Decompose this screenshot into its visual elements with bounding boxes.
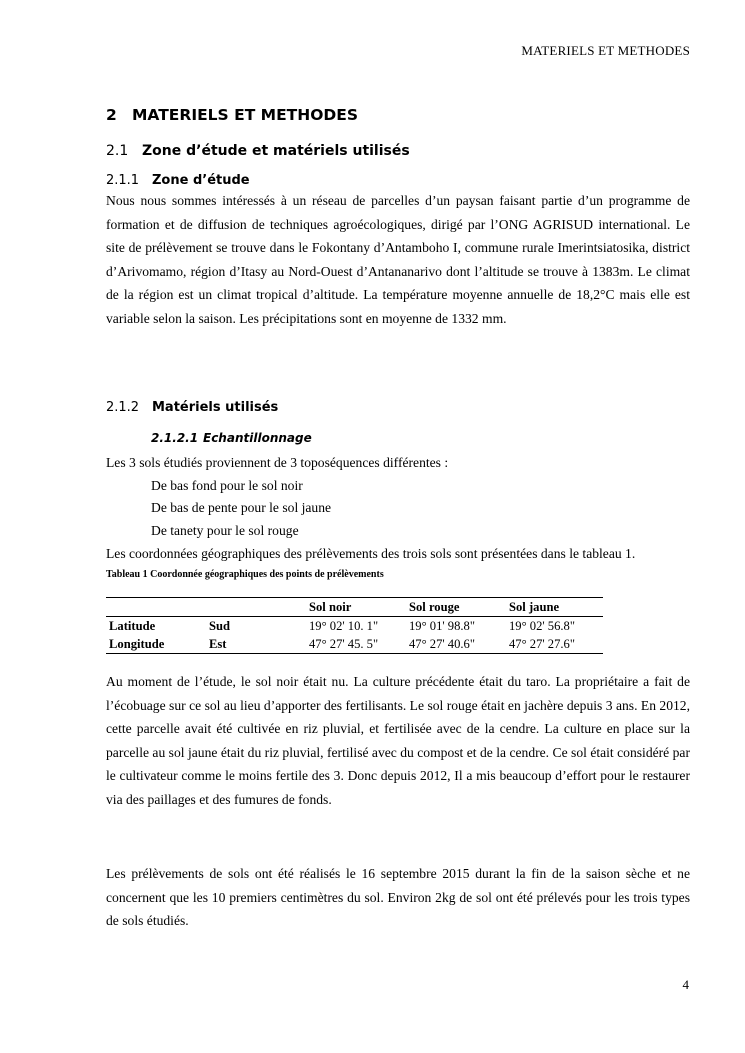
list-item: De bas de pente pour le sol jaune <box>151 500 332 515</box>
running-header: MATERIELS ET METHODES <box>521 43 690 58</box>
zone-paragraph: Nous nous sommes intéressés à un réseau de parcelles d’un paysan faisant partie d’un programme de formation et de diffusion de techniques agroécologiques, dirigé par l’ONG AGRISUD international. Le site de prélèvement se trouve dans le Fokontany d’Antamboho I, commune rurale Imerintsiatosika, district d’Arivomamo, région d’Itasy au Nord-Ouest d’Antananarivo dont l’altitude se trouve à 1383m. Le climat de la région est un climat tropical d’altitude. La température moyenne annuelle de 18,2°C mais elle est variable selon la saison. Les précipitations sont en moyenne de 1332 mm. <box>106 193 690 326</box>
section-number: 2 <box>106 106 117 124</box>
table-header-cell: Sol rouge <box>409 599 460 614</box>
zone-number: 2.1.1 <box>106 173 140 188</box>
table-cell: 19° 02' 10. 1" <box>309 618 379 633</box>
table-cell: Longitude <box>109 636 165 651</box>
echantillonnage-title: Echantillonnage <box>203 431 312 445</box>
table-cell: 47° 27' 27.6" <box>509 636 575 651</box>
table-cell: 19° 02' 56.8" <box>509 618 575 633</box>
table-cell: 47° 27' 40.6" <box>409 636 475 651</box>
materiels-heading <box>106 400 278 415</box>
table-header-cell <box>106 598 206 617</box>
section-title: MATERIELS ET METHODES <box>132 106 359 124</box>
table-row <box>106 617 603 636</box>
echantillonnage-number: 2.1.2.1 <box>151 431 199 445</box>
table-cell: 19° 01' 98.8" <box>409 618 475 633</box>
materiels-intro: Les 3 sols étudiés proviennent de 3 toposéquences différentes : <box>106 455 449 470</box>
list-item: De tanety pour le sol rouge <box>151 523 299 538</box>
table-header-cell: Sol jaune <box>509 599 560 614</box>
list-item: De bas fond pour le sol noir <box>151 478 303 493</box>
materiels-title: Matériels utilisés <box>152 400 279 415</box>
table-cell: Est <box>209 636 227 651</box>
table-cell: Latitude <box>109 618 156 633</box>
zone-heading <box>106 173 250 188</box>
echantillonnage-heading <box>151 431 312 445</box>
table-cell: 47° 27' 45. 5" <box>309 636 379 651</box>
subsection-number: 2.1 <box>106 143 129 159</box>
coordinates-table <box>106 597 603 654</box>
materiels-number: 2.1.2 <box>106 400 140 415</box>
table-reference: Les coordonnées géographiques des prélèvements des trois sols sont présentées dans le tableau 1. <box>106 546 636 561</box>
section-heading <box>106 106 358 124</box>
subsection-heading <box>106 143 410 159</box>
subsection-title: Zone d’étude et matériels utilisés <box>142 143 410 159</box>
table-header-cell <box>206 598 306 617</box>
table-row <box>106 635 603 654</box>
table-cell: Sud <box>209 618 231 633</box>
sampling-paragraph: Les prélèvements de sols ont été réalisés le 16 septembre 2015 durant la fin de la saison sèche et ne concernent que les 10 premiers centimètres du sol. Environ 2kg de sol ont été prélevés pour les trois types de sols étudiés. <box>106 866 690 929</box>
page-number: 4 <box>682 977 689 992</box>
observation-paragraph: Au moment de l’étude, le sol noir était nu. La culture précédente était du taro. La propriétaire a fait de l’écobuage sur ce sol au lieu d’apporter des fertilisants. Le sol rouge était en jachère depuis 3 ans. En 2012, cette parcelle avait été cultivée en riz pluvial, et fertilisée avec de la cendre. La culture en place sur la parcelle au sol jaune était du riz pluvial, fertilisé avec du compost et de la cendre. Ce sol était considéré par le cultivateur comme le moins fertile des 3. Donc depuis 2012, Il a mis beaucoup d’effort pour le restaurer via des paillages et des fumures de fonds. <box>106 674 690 807</box>
zone-title: Zone d’étude <box>152 173 250 188</box>
table-header-row <box>106 598 603 617</box>
table-header-cell: Sol noir <box>309 599 352 614</box>
table-caption: Tableau 1 Coordonnée géographiques des points de prélèvements <box>106 569 384 580</box>
